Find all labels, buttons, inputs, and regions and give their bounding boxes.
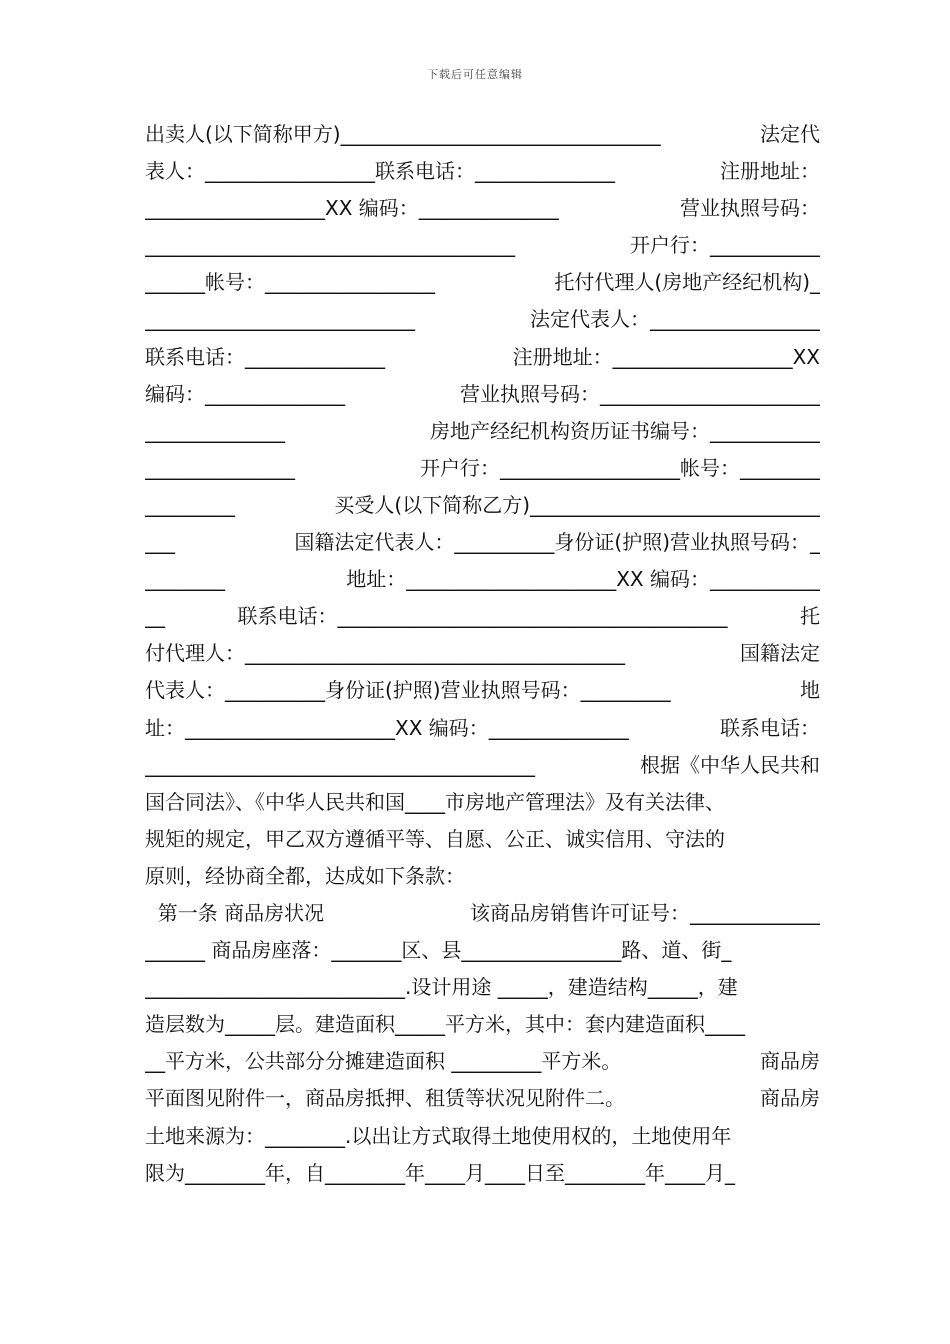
text-line <box>145 227 820 264</box>
text-line <box>145 190 820 227</box>
text-line <box>145 450 820 487</box>
text-line <box>145 116 820 153</box>
text-segment: 托 <box>800 604 820 629</box>
text-segment: 第一条 商品房状况 <box>145 900 325 925</box>
text-line <box>145 635 820 672</box>
text-line <box>145 561 820 598</box>
text-segment: 代表人：__________身份证(护照)营业执照号码：_________ <box>145 678 671 703</box>
text-segment: 表人：_________________联系电话：______________ <box>145 159 615 184</box>
text-segment: 联系电话： <box>720 715 820 740</box>
text-line <box>145 969 820 1006</box>
text-segment: 地址：_____________________XX 编码：___________ <box>346 567 820 592</box>
text-segment: ________ <box>145 567 225 592</box>
text-line <box>145 784 820 821</box>
text-segment: 根据《中华人民共和 <box>640 752 820 777</box>
text-segment: 买受人(以下简称乙方)_____________________________ <box>334 492 820 517</box>
text-line <box>145 710 820 747</box>
text-segment: __________________________.设计用途 _____，建造结构_____，建 <box>145 975 738 1000</box>
text-segment: 开户行：___________ <box>630 233 820 258</box>
text-segment: 联系电话：______________ <box>145 344 385 369</box>
text-line <box>145 376 820 413</box>
text-segment: ______帐号：_________________ <box>145 270 435 295</box>
text-segment: 该商品房销售许可证号：_____________ <box>470 900 820 925</box>
text-segment: 国籍法定 <box>740 641 820 666</box>
text-segment: 注册地址：__________________XX <box>512 344 820 369</box>
text-segment: 商品房 <box>760 1049 820 1074</box>
text-line <box>145 858 820 895</box>
text-segment: 法定代 <box>760 122 820 146</box>
text-segment: 营业执照号码：______________________ <box>460 381 820 406</box>
text-segment: 编码：______________ <box>145 381 345 406</box>
text-segment: _______________________________________ <box>145 752 535 777</box>
text-segment: 限为________年，自________年____月____日至________年____月_ <box>145 1160 735 1185</box>
text-line <box>145 339 820 376</box>
text-segment: __________________XX 编码：______________ <box>145 196 559 221</box>
text-line <box>145 1043 820 1080</box>
text-line <box>145 487 820 524</box>
text-segment: 开户行：__________________帐号：________ <box>420 455 820 480</box>
text-line <box>145 301 820 338</box>
text-segment: 平面图见附件一，商品房抵押、租赁等状况见附件二。 <box>145 1086 625 1111</box>
text-line <box>145 413 820 450</box>
contract-body <box>145 116 820 1192</box>
text-segment: 国合同法》、《中华人民共和国____市房地产管理法》及有关法律、 <box>145 789 725 814</box>
text-line <box>145 1080 820 1117</box>
text-segment: 商品房 <box>760 1086 820 1111</box>
text-segment: 出卖人(以下简称甲方)________________________________ <box>145 122 661 146</box>
text-segment: _________ <box>145 492 235 517</box>
text-segment: 规矩的规定，甲乙双方遵循平等、自愿、公正、诚实信用、守法的 <box>145 826 725 851</box>
text-segment: __ <box>145 604 165 629</box>
text-line <box>145 153 820 190</box>
text-segment: 造层数为_____层。建造面积_____平方米，其中：套内建造面积____ <box>145 1012 745 1037</box>
text-segment: ______ 商品房座落：_______区、县________________路、道、街_ <box>145 938 732 963</box>
text-segment: _______________ <box>145 455 295 480</box>
text-segment: 联系电话：_______________________________________ <box>237 604 728 629</box>
text-line <box>145 932 820 969</box>
text-segment: 注册地址： <box>720 159 820 184</box>
text-line <box>145 747 820 784</box>
text-line <box>145 524 820 561</box>
page-header-note: 下载后可任意编辑 <box>427 68 523 81</box>
text-segment: 付代理人：______________________________________ <box>145 641 625 666</box>
text-segment: 地 <box>800 678 820 703</box>
text-line <box>145 821 820 858</box>
text-segment: 国籍法定代表人：__________身份证(护照)营业执照号码：_ <box>294 530 820 555</box>
text-segment: ______________ <box>145 418 285 443</box>
text-segment: ___________________________ <box>145 307 415 332</box>
text-segment: __平方米，公共部分分摊建造面积 _________平方米。 <box>145 1049 622 1074</box>
text-segment: 土地来源为：________.以出让方式取得土地使用权的，土地使用年 <box>145 1123 732 1148</box>
text-line <box>145 895 820 932</box>
text-segment: 托付代理人(房地产经纪机构)_ <box>554 270 820 295</box>
text-line <box>145 1155 820 1192</box>
text-segment: 房地产经纪机构资历证书编号：___________ <box>430 418 820 443</box>
text-segment: ___ <box>145 530 175 555</box>
text-line <box>145 672 820 709</box>
text-segment: 址：_____________________XX 编码：______________ <box>145 715 629 740</box>
text-line <box>145 1118 820 1155</box>
text-segment: 原则，经协商全都，达成如下条款： <box>145 863 465 888</box>
text-segment: 法定代表人：_________________ <box>530 307 820 332</box>
text-segment: 营业执照号码： <box>680 196 820 221</box>
text-segment: _____________________________________ <box>145 233 515 258</box>
text-line <box>145 264 820 301</box>
text-line <box>145 1006 820 1043</box>
text-line <box>145 598 820 635</box>
